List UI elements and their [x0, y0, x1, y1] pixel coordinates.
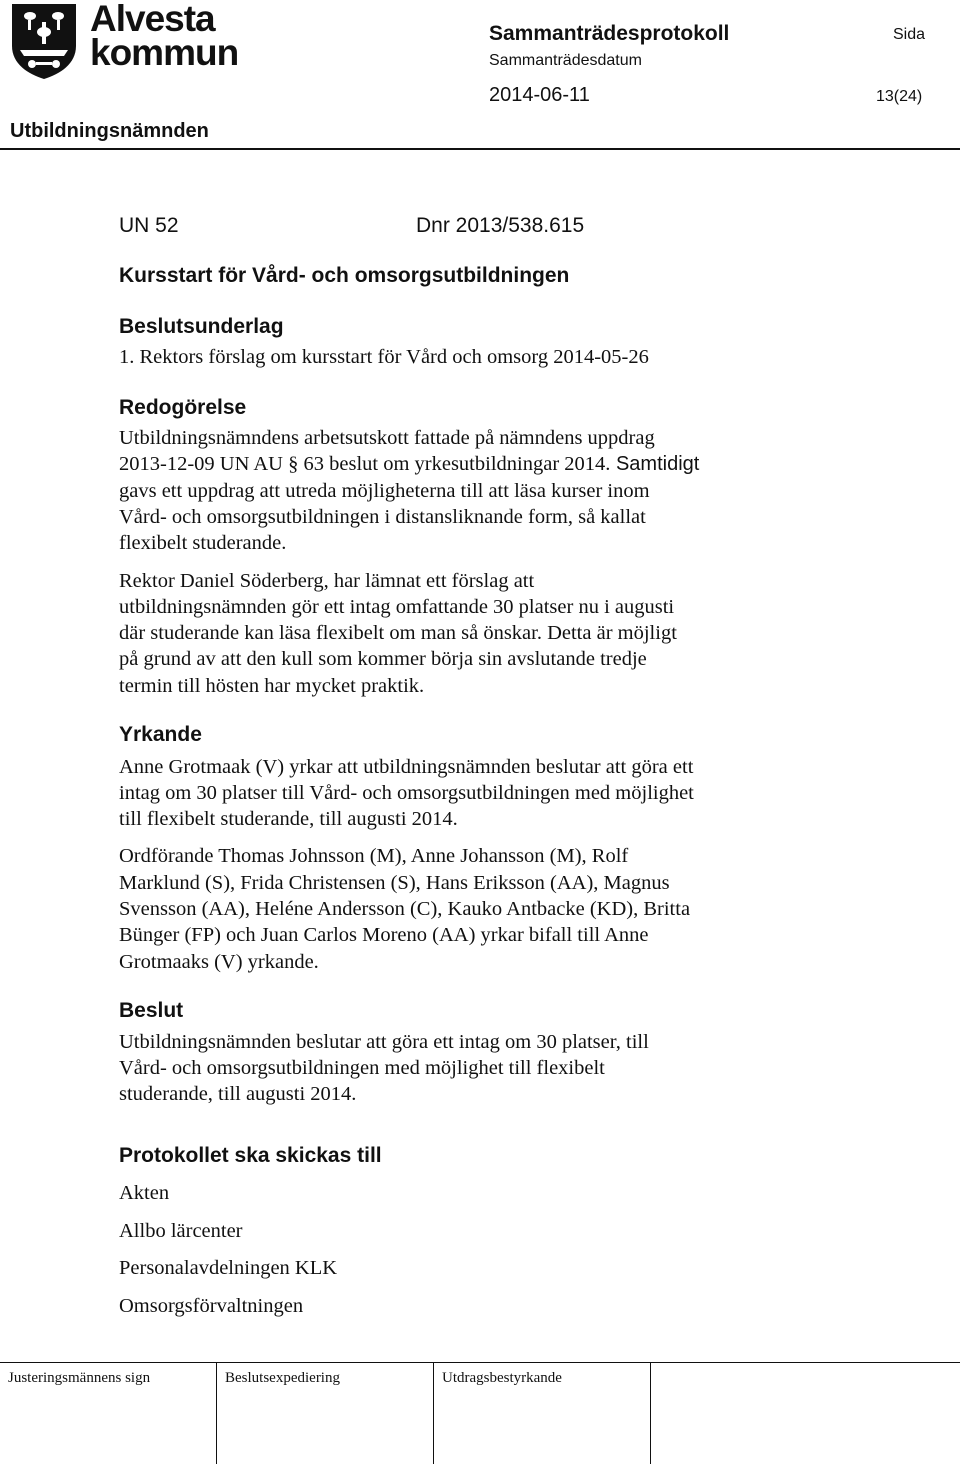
municipality-logo [10, 2, 78, 80]
beslutsunderlag-heading: Beslutsunderlag [119, 315, 284, 338]
footer-sign-label: Justeringsmännens sign [8, 1370, 151, 1386]
redogorelse-p1-sans-tail: Samtidigt [610, 453, 700, 475]
meeting-date-label: Sammanträdesdatum [489, 52, 642, 69]
yrkande-p2-line: Svensson (AA), Heléne Andersson (C), Kauko Antbacke (KD), Britta [119, 898, 691, 920]
page-label: Sida [893, 26, 926, 43]
beslut-line: Vård- och omsorgsutbildningen med möjlighet till flexibelt [119, 1057, 605, 1079]
recipient-item: Omsorgsförvaltningen [119, 1295, 304, 1317]
redogorelse-p2-line: på grund av att den kull som kommer börja sin avslutande tredje [119, 648, 647, 670]
footer-bestyrkande-label: Utdragsbestyrkande [442, 1370, 562, 1386]
document-title: Sammanträdesprotokoll [489, 22, 730, 45]
case-number: UN 52 [119, 214, 179, 237]
municipality-wordmark: Alvesta kommun [90, 0, 239, 73]
meeting-date: 2014-06-11 [489, 84, 590, 106]
yrkande-heading: Yrkande [119, 723, 202, 746]
yrkande-p1-line: Anne Grotmaak (V) yrkar att utbildningsnämnden beslutar att göra ett [119, 756, 694, 778]
beslutsunderlag-item: 1. Rektors förslag om kursstart för Vård och omsorg 2014-05-26 [119, 346, 649, 368]
yrkande-p1-line: intag om 30 platser till Vård- och omsorgsutbildningen med möjlighet [119, 782, 694, 804]
redogorelse-p2-line: utbildningsnämnden gör ett intag omfattande 30 platser nu i augusti [119, 596, 675, 618]
beslut-heading: Beslut [119, 999, 184, 1022]
page-number: 13(24) [876, 88, 923, 105]
department-name: Utbildningsnämnden [10, 120, 209, 142]
yrkande-p2-line: Bünger (FP) och Juan Carlos Moreno (AA) yrkar bifall till Anne [119, 924, 649, 946]
beslut-line: Utbildningsnämnden beslutar att göra ett intag om 30 platser, till [119, 1031, 649, 1053]
redogorelse-p2-line: där studerande kan läsa flexibelt om man så önskar. Detta är möjligt [119, 622, 677, 644]
redogorelse-p1-line: 2013-12-09 UN AU § 63 beslut om yrkesutbildningar 2014. Samtidigt [119, 453, 700, 475]
redogorelse-p1-line: gavs ett uppdrag att utreda möjligheterna till att läsa kurser inom [119, 480, 650, 502]
redogorelse-p1-line: Vård- och omsorgsutbildningen i distansliknande form, så kallat [119, 506, 646, 528]
header-divider [0, 148, 960, 150]
footer-expediering-label: Beslutsexpediering [225, 1370, 340, 1386]
recipient-item: Personalavdelningen KLK [119, 1257, 338, 1279]
redogorelse-p2-line: Rektor Daniel Söderberg, har lämnat ett förslag att [119, 570, 535, 592]
case-dnr: Dnr 2013/538.615 [416, 214, 585, 237]
redogorelse-p1-line: flexibelt studerande. [119, 532, 287, 554]
case-title: Kursstart för Vård- och omsorgsutbildningen [119, 264, 570, 287]
recipient-item: Allbo lärcenter [119, 1220, 243, 1242]
distribution-heading: Protokollet ska skickas till [119, 1144, 382, 1167]
redogorelse-heading: Redogörelse [119, 396, 247, 419]
yrkande-p1-line: till flexibelt studerande, till augusti 2014. [119, 808, 458, 830]
redogorelse-p1-line: Utbildningsnämndens arbetsutskott fattade på nämndens uppdrag [119, 427, 655, 449]
beslut-line: studerande, till augusti 2014. [119, 1083, 357, 1105]
yrkande-p2-line: Ordförande Thomas Johnsson (M), Anne Johansson (M), Rolf [119, 845, 629, 867]
yrkande-p2-line: Grotmaaks (V) yrkande. [119, 951, 319, 973]
yrkande-p2-line: Marklund (S), Frida Christensen (S), Hans Eriksson (AA), Magnus [119, 872, 670, 894]
recipient-item: Akten [119, 1182, 170, 1204]
redogorelse-p2-line: termin till hösten har mycket praktik. [119, 675, 425, 697]
